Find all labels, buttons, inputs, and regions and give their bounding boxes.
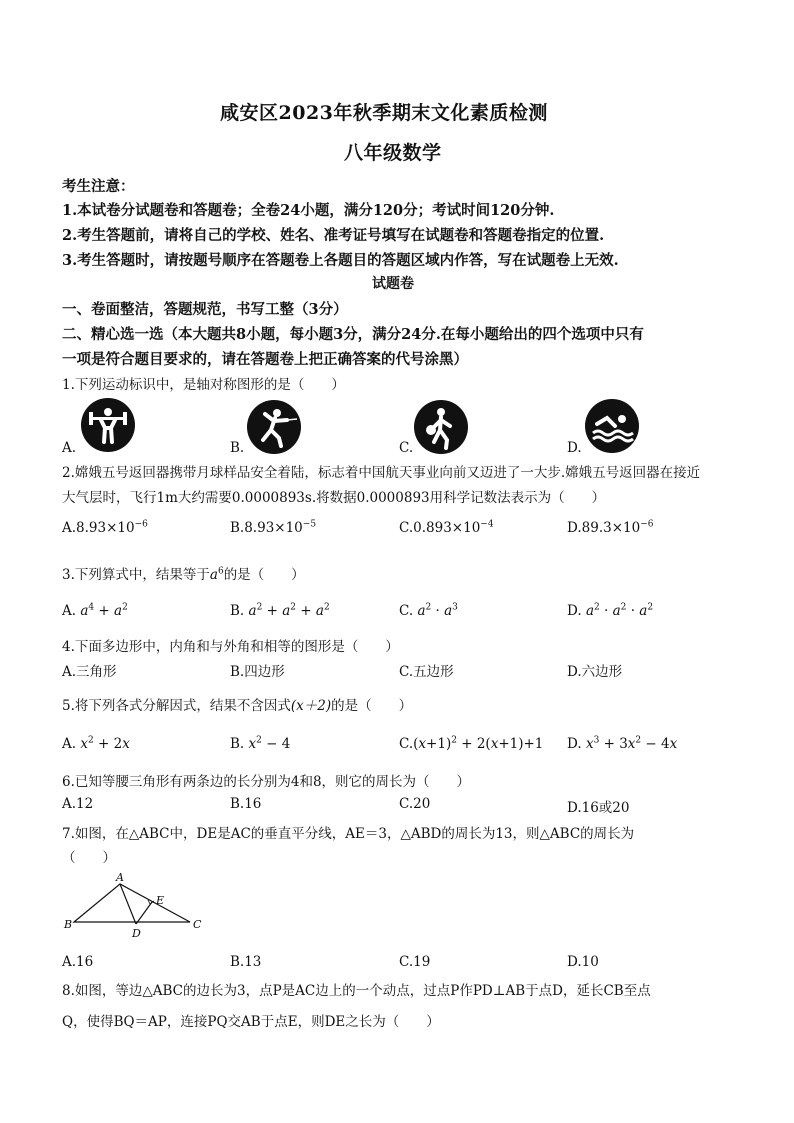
q5-option-a[interactable]: A. $x^2 + 2x$ xyxy=(62,735,130,752)
question-7-text: 7.如图，在△ABC中，DE是AC的垂直平分线，AE＝3，△ABD的周长为13，则△ABC的周长为 xyxy=(62,826,635,842)
option-label: A. xyxy=(62,520,77,536)
q1-option-b[interactable]: B. xyxy=(230,440,245,456)
option-exponent: −6 xyxy=(134,519,148,530)
option-label: C. xyxy=(399,736,414,752)
option-exponent: −5 xyxy=(302,519,317,530)
option-base: 89.3×10 xyxy=(581,520,641,536)
option-exponent: −4 xyxy=(480,519,494,530)
option-base: 8.93×10 xyxy=(76,520,135,536)
page-title: 咸安区2023年秋季期末文化素质检测 xyxy=(220,102,548,124)
q3-option-a[interactable]: A. $a^4 + a^2$ xyxy=(62,602,128,619)
question-3-text xyxy=(62,563,305,583)
question-4-text: 4.下面多边形中，内角和与外角和相等的图形是（ ） xyxy=(62,639,399,655)
weightlifting-icon xyxy=(81,398,135,452)
q3-option-d[interactable]: D. $a^2 \cdot a^2 \cdot a^2$ xyxy=(567,602,654,619)
q5-text-pre: 5.将下列各式分解因式，结果不含因式 xyxy=(62,698,291,714)
q6-option-d[interactable]: D.16或20 xyxy=(567,800,630,816)
option-label: C. xyxy=(399,603,414,619)
page-subtitle: 八年级数学 xyxy=(344,142,442,164)
q5-factor: (x＋2) xyxy=(290,698,332,714)
q6-option-b[interactable]: B.16 xyxy=(230,796,262,812)
q4-option-b[interactable]: B.四边形 xyxy=(230,664,285,680)
label-d: D xyxy=(132,927,141,940)
q5-option-c[interactable]: $C.(x+1)^2 + 2(x+1)+1$ xyxy=(399,735,544,752)
q1-option-c[interactable]: C. xyxy=(399,440,414,456)
notice-item-1: 1.本试卷分试题卷和答题卷；全卷24小题，满分120分；考试时间120分钟. xyxy=(62,202,555,219)
q5-option-b[interactable]: B. $x^2 - 4$ xyxy=(230,735,291,752)
option-base: 8.93×10 xyxy=(244,520,303,536)
label-e: E xyxy=(156,894,165,907)
option-label: B. xyxy=(230,736,245,752)
q2-option-c[interactable] xyxy=(399,520,494,536)
q4-option-a[interactable]: A.三角形 xyxy=(62,664,117,680)
notice-item-3: 3.考生答题时，请按题号顺序在答题卷上各题目的答题区域内作答，写在试题卷上无效. xyxy=(62,252,619,269)
q3-option-b[interactable]: B. $a^2 + a^2 + a^2$ xyxy=(230,602,330,619)
q4-option-d[interactable]: D.六边形 xyxy=(567,664,623,680)
question-5-text xyxy=(62,694,412,714)
q7-option-d[interactable]: D.10 xyxy=(567,954,599,970)
section-2-heading-line1: 二、精心选一选（本大题共8小题，每小题3分，满分24分.在每小题给出的四个选项中只有 xyxy=(62,326,644,343)
label-b: B xyxy=(64,918,73,931)
q3-text-post: 的是（ ） xyxy=(223,567,305,583)
option-label: D. xyxy=(567,736,582,752)
section-2-heading-line2: 一项是符合题目要求的，请在答题卷上把正确答案的代号涂黑） xyxy=(62,351,468,368)
q2-option-d[interactable] xyxy=(567,520,653,536)
q3-text-pre: 3.下列算式中，结果等于 xyxy=(62,567,210,583)
q3-var: a xyxy=(209,567,218,583)
question-6-text: 6.已知等腰三角形有两条边的长分别为4和8，则它的周长为（ ） xyxy=(62,774,471,790)
question-2-text-line1: 2.嫦娥五号返回器携带月球样品安全着陆，标志着中国航天事业向前又迈进了一大步.嫦娥五号返回器在接近 xyxy=(62,465,701,481)
question-8-text-line2: Q，使得BQ＝AP，连接PQ交AB于点E，则DE之长为（ ） xyxy=(62,1014,440,1030)
q7-triangle-figure xyxy=(62,872,202,942)
q2-option-a[interactable] xyxy=(62,520,148,536)
q7-option-c[interactable]: C.19 xyxy=(399,954,431,970)
fencing-icon xyxy=(247,400,301,454)
q2-option-b[interactable] xyxy=(230,520,316,536)
q7-option-a[interactable]: A.16 xyxy=(62,954,94,970)
swimming-icon xyxy=(585,399,639,453)
q4-option-c[interactable]: C.五边形 xyxy=(399,664,454,680)
option-label: A. xyxy=(62,736,77,752)
notice-heading: 考生注意： xyxy=(62,178,135,195)
q3-option-c[interactable]: C. $a^2 \cdot a^3$ xyxy=(399,602,458,619)
label-a: A xyxy=(116,872,124,884)
q6-option-a[interactable]: A.12 xyxy=(62,796,94,812)
option-label: D. xyxy=(567,520,582,536)
option-label: B. xyxy=(230,520,245,536)
option-label: C. xyxy=(399,520,414,536)
option-base: 0.893×10 xyxy=(413,520,481,536)
question-2-text-line2: 大气层时，飞行1m大约需要0.0000893s.将数据0.0000893用科学记数法表示为（ ） xyxy=(62,490,606,506)
paper-label: 试题卷 xyxy=(372,276,414,292)
basketball-icon xyxy=(414,400,468,454)
option-exponent: −6 xyxy=(640,519,654,530)
option-label: A. xyxy=(62,603,77,619)
q7-option-b[interactable]: B.13 xyxy=(230,954,262,970)
question-7-text-cont: （ ） xyxy=(62,850,116,866)
option-label: D. xyxy=(567,603,582,619)
section-1-heading: 一、卷面整洁，答题规范，书写工整（3分） xyxy=(62,301,348,318)
question-1-text: 1.下列运动标识中，是轴对称图形的是（ ） xyxy=(62,377,345,393)
notice-item-2: 2.考生答题前，请将自己的学校、姓名、准考证号填写在试题卷和答题卷指定的位置. xyxy=(62,227,605,244)
q5-option-d[interactable]: D. $x^3 + 3x^2 - 4x$ xyxy=(567,735,678,752)
label-c: C xyxy=(193,918,202,931)
q6-option-c[interactable]: C.20 xyxy=(399,796,431,812)
q5-text-post: 的是（ ） xyxy=(331,698,413,714)
option-label: B. xyxy=(230,603,245,619)
q1-option-d[interactable]: D. xyxy=(567,440,582,456)
q1-option-a[interactable]: A. xyxy=(62,440,77,456)
q3-exp: 6 xyxy=(217,566,224,577)
question-8-text-line1: 8.如图，等边△ABC的边长为3，点P是AC边上的一个动点，过点P作PD⊥AB于点D，延长CB至点 xyxy=(62,983,651,999)
